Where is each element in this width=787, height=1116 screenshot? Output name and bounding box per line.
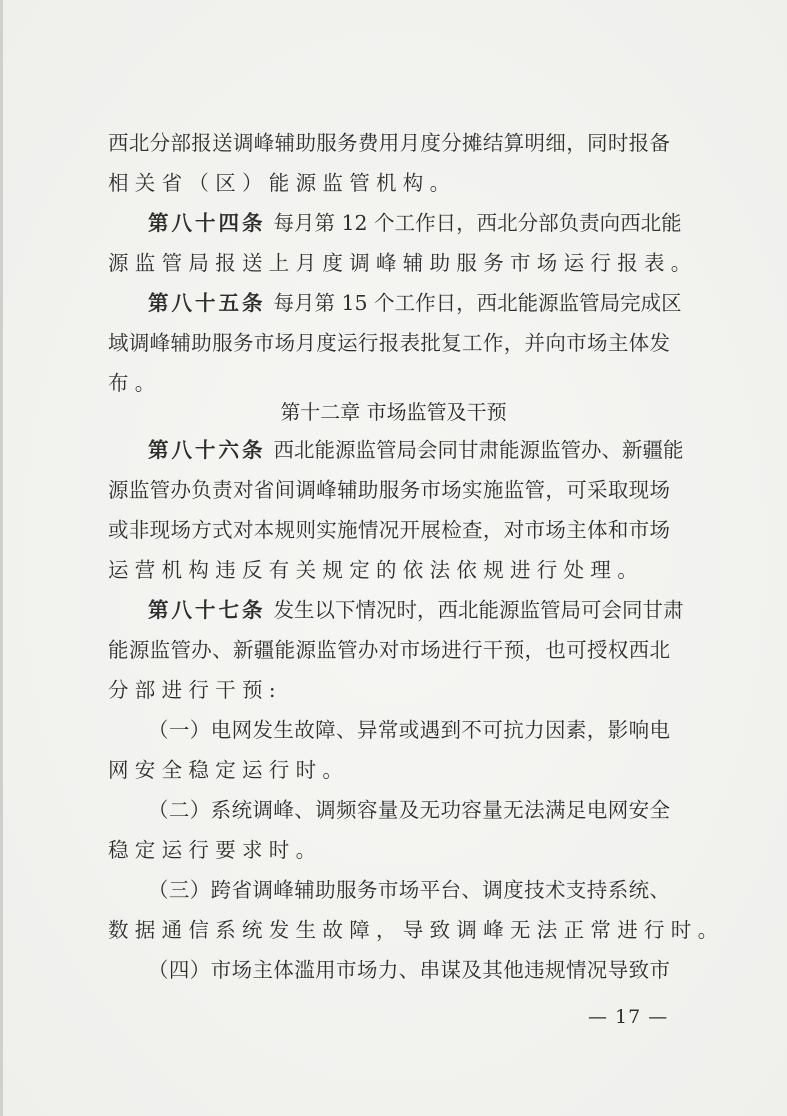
text-line	[148, 950, 670, 990]
line-text: 数据通信系统发生故障，导致调峰无法正常进行时。	[108, 918, 725, 942]
line-text: （四）市场主体滥用市场力、串谋及其他违规情况导致市	[148, 958, 670, 982]
line-text: （二）系统调峰、调频容量及无功容量无法满足电网安全	[148, 798, 670, 822]
line-text: 西北分部报送调峰辅助服务费用月度分摊结算明细，同时报备	[108, 131, 670, 155]
line-text: 分部进行干预:	[108, 678, 283, 702]
article-number: 第八十七条	[148, 598, 266, 622]
article-line	[148, 283, 682, 323]
chapter-heading: 第十二章 市场监管及干预	[280, 400, 507, 424]
text-line	[148, 710, 670, 750]
text-line	[108, 243, 698, 283]
line-text: 每月第 12 个工作日，西北分部负责向西北能	[273, 211, 682, 235]
article-number: 第八十五条	[148, 291, 266, 315]
article-number: 第八十六条	[148, 438, 266, 462]
line-text: 或非现场方式对本规则实施情况开展检查，对市场主体和市场	[108, 518, 670, 542]
text-line	[108, 830, 670, 870]
article-number: 第八十四条	[148, 211, 266, 235]
line-text: 能源监管办、新疆能源监管办对市场进行干预，也可授权西北	[108, 638, 670, 662]
page-number: — 17 —	[588, 1006, 669, 1028]
article-line	[148, 590, 684, 630]
text-line	[108, 670, 670, 710]
text-line	[108, 510, 670, 550]
article-line	[148, 430, 684, 470]
line-text: 相关省（区）能源监管机构。	[108, 171, 457, 195]
text-line	[148, 790, 670, 830]
line-text: （一）电网发生故障、异常或遇到不可抗力因素，影响电	[148, 718, 670, 742]
scan-edge	[0, 0, 3, 1116]
text-line	[108, 163, 670, 203]
article-line	[148, 203, 682, 243]
text-line	[148, 870, 670, 910]
text-line	[108, 750, 670, 790]
line-text: 域调峰辅助服务市场月度运行报表批复工作，并向市场主体发	[108, 331, 670, 355]
text-line	[108, 630, 670, 670]
text-line	[108, 323, 670, 363]
text-line	[108, 550, 670, 590]
line-text: 每月第 15 个工作日，西北能源监管局完成区	[273, 291, 682, 315]
line-text: 网安全稳定运行时。	[108, 758, 350, 782]
line-text: 发生以下情况时，西北能源监管局可会同甘肃	[273, 598, 684, 622]
line-text: 西北能源监管局会同甘肃能源监管办、新疆能	[273, 438, 684, 462]
line-text: 运营机构违反有关规定的依法依规进行处理。	[108, 558, 644, 582]
text-line	[108, 470, 670, 510]
text-line	[108, 123, 670, 163]
line-text: 布。	[108, 371, 162, 395]
line-text: 源监管办负责对省间调峰辅助服务市场实施监管，可采取现场	[108, 478, 670, 502]
line-text: （三）跨省调峰辅助服务市场平台、调度技术支持系统、	[148, 878, 670, 902]
line-text: 稳定运行要求时。	[108, 838, 323, 862]
text-line	[108, 910, 725, 950]
line-text: 源监管局报送上月度调峰辅助服务市场运行报表。	[108, 251, 698, 275]
